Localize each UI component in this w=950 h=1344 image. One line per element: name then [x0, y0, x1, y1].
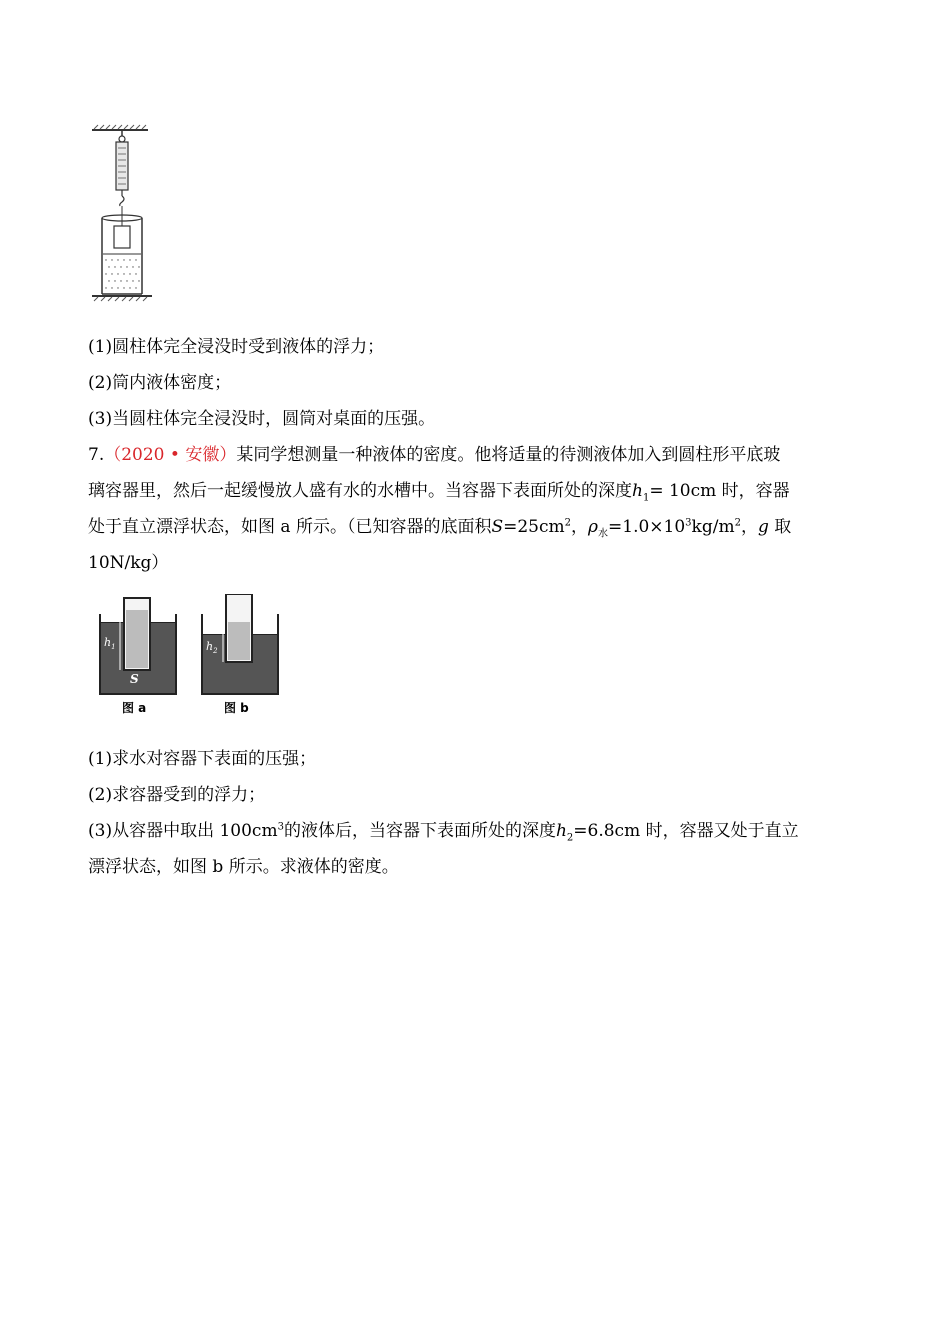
rho-symbol: ρ: [588, 517, 599, 537]
q7-line2: [88, 480, 790, 502]
h2-subscript: 2: [566, 832, 574, 844]
q6-sub3: (3)当圆柱体完全浸没时，圆筒对桌面的压强。: [88, 409, 436, 429]
q6-sub1: (1)圆柱体完全浸没时受到液体的浮力；: [88, 337, 385, 357]
h-symbol: h: [632, 481, 643, 501]
figure-a: [100, 598, 176, 715]
q7-line3-text-d: kg/m: [691, 517, 735, 537]
q7-line3-text-b: =25cm: [503, 517, 565, 537]
question-source: （2020 • 安徽）: [104, 445, 237, 465]
q7-sub3-line1: [88, 820, 799, 842]
q7-sub1: (1)求水对容器下表面的压强；: [88, 749, 317, 769]
h2-symbol: h: [555, 821, 567, 841]
q7-line3-text-e: 取: [774, 517, 792, 537]
h2-label: $h_2$: [206, 640, 218, 655]
s-symbol: S: [491, 517, 504, 537]
q7-sub3-text-b: 的液体后，当容器下表面所处的深度: [283, 821, 556, 841]
q7-line1: [88, 444, 780, 466]
s-label: S: [130, 672, 139, 686]
exponent-superscript: 3: [685, 517, 692, 529]
water-subscript: 水: [598, 528, 609, 540]
volume-superscript: 3: [277, 821, 284, 833]
q7-sub3-text-a: (3)从容器中取出 100cm: [88, 821, 278, 841]
unit-superscript: 2: [734, 517, 741, 529]
h1-subscript: 1: [642, 492, 650, 504]
figure-b-caption: 图 b: [224, 701, 249, 715]
q7-line3: 处于直立漂浮状态，如图 a 所示。（已知容器的底面积$S=25cm^2$，$\rho_水=1.0\times 10^3kg/m^2$，g 取: [88, 517, 792, 540]
h1-label: $h_1$: [104, 636, 116, 651]
q7-sub3-line2: 漂浮状态，如图 b 所示。求液体的密度。: [88, 857, 399, 877]
area-superscript: 2: [564, 517, 572, 529]
q7-line3-text-a: 处于直立漂浮状态，如图 a 所示。（已知容器的底面积: [88, 517, 492, 537]
q7-sub2: (2)求容器受到的浮力；: [88, 785, 266, 805]
q7-line1-text: 某同学想测量一种液体的密度。他将适量的待测液体加入到圆柱形平底玻: [236, 445, 781, 465]
spring-scale-figure: [88, 122, 160, 302]
figure-a-caption: 图 a: [122, 701, 147, 715]
q7-line3-text-c: =1.0×10: [608, 517, 686, 537]
g-symbol: g: [757, 517, 769, 537]
q7-line2-text-b: = 10cm 时，容器: [649, 481, 790, 501]
q7-line2-text-a: 璃容器里，然后一起缓慢放人盛有水的水槽中。当容器下表面所处的深度: [88, 481, 632, 501]
question-number: 7.: [88, 445, 105, 465]
q6-sub2: (2)筒内液体密度；: [88, 373, 232, 393]
q7-sub3-text-c: =6.8cm 时，容器又处于直立: [573, 821, 799, 841]
figure-b: [202, 594, 278, 715]
q7-line4: 10N/kg）: [88, 553, 169, 573]
container-figures: [96, 594, 286, 716]
